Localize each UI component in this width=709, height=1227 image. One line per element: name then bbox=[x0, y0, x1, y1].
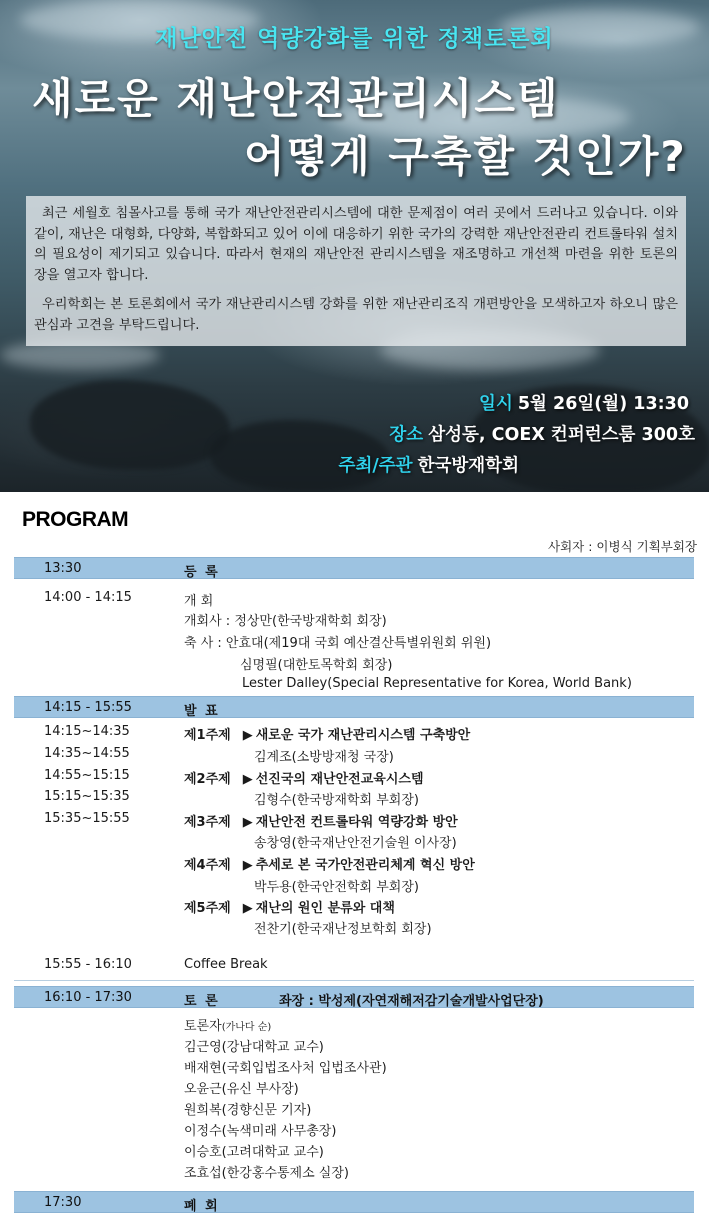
topic-number: 제3주제 bbox=[184, 815, 231, 830]
arrow-icon: ▶ bbox=[242, 815, 253, 830]
slot-time: 14:15~14:35 bbox=[44, 724, 130, 739]
topic-1 bbox=[184, 724, 470, 743]
opening-line: 심명필(대한토목학회 회장) bbox=[240, 658, 393, 673]
topic-speaker: 박두용(한국안전학회 부회장) bbox=[254, 880, 419, 895]
topic-3 bbox=[184, 811, 458, 830]
slot-time: 14:55~15:15 bbox=[44, 768, 130, 783]
coffee-label: Coffee Break bbox=[184, 957, 268, 972]
registration-time: 13:30 bbox=[44, 561, 82, 576]
topic-title: 재난안전 컨트롤타워 역량강화 방안 bbox=[255, 815, 458, 830]
intro-paragraph-2: 우리학회는 본 토론회에서 국가 재난관리시스템 강화를 위한 재난관리조직 개편방안을 모색하고자 하오니 많은 관심과 고견을 부탁드립니다. bbox=[34, 297, 678, 333]
closing-label: 폐 회 bbox=[184, 1199, 220, 1214]
topic-5 bbox=[184, 897, 395, 916]
discussion-row bbox=[14, 986, 694, 1008]
opening-label: 개 회 bbox=[184, 594, 214, 609]
discussion-time: 16:10 - 17:30 bbox=[44, 990, 132, 1005]
panelist: 오윤근(유신 부사장) bbox=[184, 1082, 299, 1097]
topic-number: 제1주제 bbox=[184, 728, 231, 743]
moderator: 사회자 : 이병식 기획부회장 bbox=[548, 539, 697, 554]
panelist: 배재현(국회입법조사처 입법조사관) bbox=[184, 1061, 387, 1076]
panelist: 원희복(경향신문 기자) bbox=[184, 1103, 312, 1118]
discussion-label: 토 론 bbox=[184, 994, 220, 1009]
panel-note: (가나다 순) bbox=[221, 1022, 272, 1033]
arrow-icon: ▶ bbox=[242, 901, 253, 916]
topic-number: 제2주제 bbox=[184, 772, 231, 787]
presentation-row bbox=[14, 696, 694, 718]
topic-number: 제4주제 bbox=[184, 858, 231, 873]
presentation-time: 14:15 - 15:55 bbox=[44, 700, 132, 715]
opening-time: 14:00 - 14:15 bbox=[44, 590, 132, 605]
panelist: 이정수(녹색미래 사무총장) bbox=[184, 1124, 337, 1139]
topic-2 bbox=[184, 768, 424, 787]
topic-speaker: 전찬기(한국재난정보학회 회장) bbox=[254, 922, 432, 937]
place-label: 장소 bbox=[389, 425, 424, 445]
slot-time: 15:35~15:55 bbox=[44, 811, 130, 826]
registration-label: 등 록 bbox=[184, 565, 220, 580]
arrow-icon: ▶ bbox=[242, 772, 253, 787]
topic-4 bbox=[184, 854, 475, 873]
coffee-time: 15:55 - 16:10 bbox=[44, 957, 132, 972]
topic-title: 새로운 국가 재난관리시스템 구축방안 bbox=[255, 728, 471, 743]
program-title: PROGRAM bbox=[22, 508, 129, 531]
date-label: 일시 bbox=[479, 394, 513, 414]
panel-heading bbox=[184, 1015, 271, 1034]
closing-time: 17:30 bbox=[44, 1195, 82, 1210]
arrow-icon: ▶ bbox=[242, 858, 253, 873]
topic-number: 제5주제 bbox=[184, 901, 231, 916]
closing-row bbox=[14, 1191, 694, 1213]
topic-speaker: 김형수(한국방재학회 부회장) bbox=[254, 793, 419, 808]
arrow-icon: ▶ bbox=[242, 728, 253, 743]
topic-title: 재난의 원인 분류와 대책 bbox=[255, 901, 395, 916]
opening-line: Lester Dalley(Special Representative for Korea, World Bank) bbox=[242, 676, 632, 691]
panelist: 김근영(강남대학교 교수) bbox=[184, 1040, 324, 1055]
topic-title: 추세로 본 국가안전관리체계 혁신 방안 bbox=[255, 858, 475, 873]
intro-paragraph-1: 최근 세월호 침몰사고를 통해 국가 재난안전관리시스템에 대한 문제점이 여러 곳에서 드러나고 있습니다. 이와 같이, 재난은 대형화, 다양화, 복합화되고 있어 이에 대응하기 위한 국가의 강력한 재난안전관리 컨트롤타워 설치의 필요성이 제기되고 있습니다. 따라서 현재의 재난안전 관리시스템을 재조명하고 개선책 마련을 위한 토론의 장을 열고자 합니다. bbox=[34, 206, 678, 283]
discussion-chair: 좌장 : 박성제(자연재해저감기술개발사업단장) bbox=[279, 994, 544, 1009]
date-value: 5월 26일(월) 13:30 bbox=[517, 394, 689, 414]
panelist: 조효섭(한강홍수통제소 실장) bbox=[184, 1166, 349, 1181]
topic-speaker: 김계조(소방방재청 국장) bbox=[254, 750, 394, 765]
event-place bbox=[389, 421, 695, 446]
place-value: 삼성동, COEX 컨퍼런스룸 300호 bbox=[428, 425, 695, 445]
opening-line: 개회사 : 정상만(한국방재학회 회장) bbox=[184, 614, 387, 629]
opening-line: 축 사 : 안효대(제19대 국회 예산결산특별위원회 위원) bbox=[184, 636, 492, 651]
topic-title: 선진국의 재난안전교육시스템 bbox=[255, 772, 424, 787]
divider bbox=[14, 980, 694, 981]
panelist: 이승호(고려대학교 교수) bbox=[184, 1145, 324, 1160]
slot-time: 14:35~14:55 bbox=[44, 746, 130, 761]
topic-speaker: 송창영(한국재난안전기술원 이사장) bbox=[254, 836, 457, 851]
host-value: 한국방재학회 bbox=[417, 456, 519, 476]
poster-banner bbox=[0, 0, 709, 492]
registration-row bbox=[14, 557, 694, 579]
slot-time: 15:15~15:35 bbox=[44, 789, 130, 804]
event-subtitle: 재난안전 역량강화를 위한 정책토론회 bbox=[155, 26, 554, 52]
event-date bbox=[479, 390, 689, 415]
title-line-2: 어떻게 구축할 것인가? bbox=[244, 132, 687, 181]
title-line-1: 새로운 재난안전관리시스템 bbox=[32, 74, 560, 123]
panel-label: 토론자 bbox=[184, 1019, 222, 1034]
host-label: 주최/주관 bbox=[338, 456, 413, 476]
presentation-label: 발 표 bbox=[184, 704, 220, 719]
intro-text-box bbox=[26, 196, 686, 346]
event-host bbox=[339, 452, 519, 477]
